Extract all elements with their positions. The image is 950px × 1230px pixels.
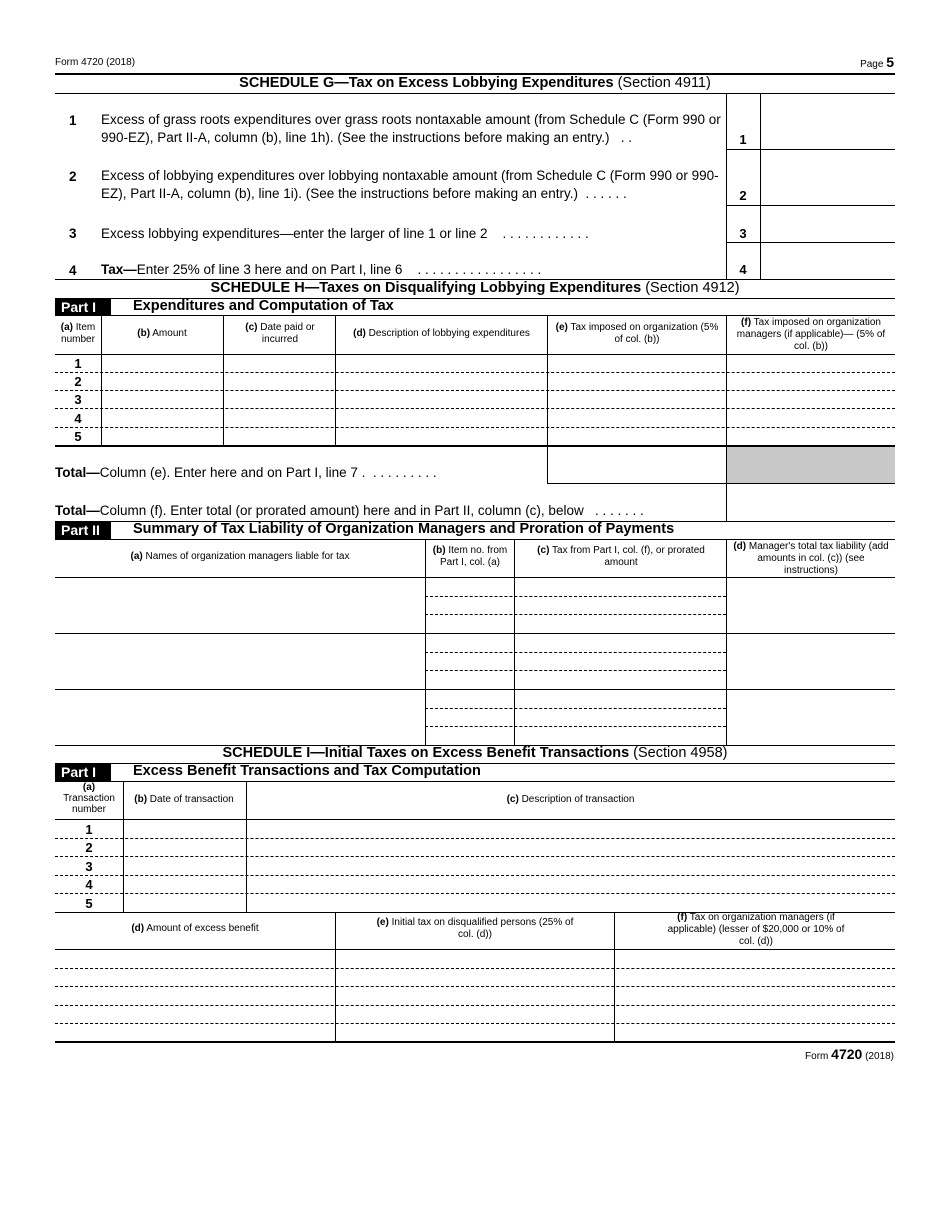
schedule-g-title <box>0 75 950 91</box>
sched-i-col-b-text: Date of transaction <box>147 794 234 805</box>
schedule-g-line-4-number: 4 <box>69 263 77 278</box>
schedule-h-title <box>0 280 950 296</box>
sched-h-total-e-line <box>55 464 437 482</box>
sched-i-col-c-text: Description of transaction <box>518 794 635 805</box>
sched-h-col-d-header <box>336 328 547 340</box>
sched-h-total-e-shaded <box>727 447 895 483</box>
sched-h-col-c-letter: (c) <box>245 322 258 333</box>
schedule-g-line-3-text <box>101 225 721 243</box>
sched-h-total-f-amount[interactable] <box>727 484 895 521</box>
sched-h-row-2-number: 2 <box>74 374 82 389</box>
schedule-g-line-3-dots: . . . . . . . . . . . . <box>502 226 589 241</box>
sched-h-col-a-header <box>55 322 101 346</box>
manager-total-2[interactable] <box>727 634 895 689</box>
footer-form-label: Form <box>805 1051 829 1062</box>
sched-h-p2-col-d-letter: (d) <box>733 541 747 552</box>
sched-i-col-b-letter: (b) <box>134 794 148 805</box>
sched-i-row-2-number: 2 <box>85 840 93 855</box>
schedule-g-line-4-bold: Tax— <box>101 262 137 277</box>
sched-h-row-1-number: 1 <box>74 356 82 371</box>
sched-i-col-e-header <box>370 917 580 941</box>
sched-h-col-b-letter: (b) <box>137 328 151 339</box>
sched-h-col-d-text: Description of lobbying expenditures <box>365 328 530 339</box>
sched-h-p2-col-b-header <box>427 545 513 569</box>
schedule-g-line-2-desc: Excess of lobbying expenditures over lobbying nontaxable amount (from Schedule C (Form 990 or 990-EZ), Part II-A, column (b), line 1i). (See the instructions before making an entry.) <box>101 168 719 201</box>
schedule-g-line-3-amount[interactable] <box>761 206 895 242</box>
schedule-g-line-2-dots: . . . . . . <box>585 186 627 201</box>
schedule-g-title-bold: SCHEDULE G—Tax on Excess Lobbying Expenditures <box>239 75 614 91</box>
sched-h-col-e-text: Tax imposed on organization (5% of col. (b)) <box>567 322 719 345</box>
manager-name-1[interactable] <box>56 578 425 633</box>
sched-h-p2-col-b-letter: (b) <box>432 545 446 556</box>
sched-h-col-f-header <box>730 317 892 353</box>
sched-i-col-f-header <box>664 912 848 948</box>
form-reference: Form 4720 (2018) <box>55 57 136 68</box>
sched-h-row-5-number: 5 <box>74 429 82 444</box>
manager-name-3[interactable] <box>56 690 425 745</box>
schedule-g-line-1-number: 1 <box>69 113 77 128</box>
schedule-g-line-4-amount[interactable] <box>761 243 895 279</box>
sched-i-col-f-letter: (f) <box>677 912 688 923</box>
schedule-g-line-4-box-label: 4 <box>739 262 747 277</box>
schedule-g-line-2-box-label: 2 <box>739 188 747 203</box>
sched-h-total-f-text: Column (f). Enter total (or prorated amount) here and in Part II, column (c), below <box>99 503 584 518</box>
schedule-i-part1-label: Part I <box>55 763 111 781</box>
sched-h-total-e-bold: Total— <box>55 465 100 480</box>
sched-h-col-c-header <box>232 322 328 346</box>
schedule-i-title <box>0 745 950 761</box>
schedule-g-line-4-text <box>101 261 721 279</box>
sched-h-p2-col-b-text: Item no. from Part I, col. (a) <box>439 545 508 568</box>
schedule-g-line-3-desc: Excess lobbying expenditures—enter the larger of line 1 or line 2 <box>101 226 488 241</box>
sched-h-p2-col-a-text: Names of organization managers liable for tax <box>142 551 350 562</box>
manager-total-1[interactable] <box>727 578 895 633</box>
sched-h-total-f-dots: . . . . . . . <box>594 503 644 518</box>
schedule-g-line-2-amount[interactable] <box>761 150 895 205</box>
sched-i-row-1-number: 1 <box>85 822 93 837</box>
sched-i-col-e-text: Initial tax on disqualified persons (25% of col. (d)) <box>388 917 574 940</box>
manager-name-2[interactable] <box>56 634 425 689</box>
sched-h-p2-col-d-header <box>732 541 890 577</box>
sched-h-p2-col-a-letter: (a) <box>130 551 143 562</box>
sched-i-row-4-number: 4 <box>85 877 93 892</box>
schedule-g-line-3-number: 3 <box>69 226 77 241</box>
schedule-g-line-2-text <box>101 167 721 203</box>
schedule-g-line-4-dots: . . . . . . . . . . . . . . . . . <box>417 262 542 277</box>
sched-h-p2-col-d-text: Manager's total tax liability (add amounts in col. (c)) (see instructions) <box>746 541 889 576</box>
page-number-value: 5 <box>886 54 894 70</box>
schedule-g-line-1-box-label: 1 <box>739 132 747 147</box>
sched-i-row-5-number: 5 <box>85 896 93 911</box>
sched-h-p2-col-c-letter: (c) <box>537 545 550 556</box>
sched-h-col-a-text: Item number <box>61 322 96 345</box>
sched-h-col-a-letter: (a) <box>60 322 73 333</box>
sched-h-total-e-text: Column (e). Enter here and on Part I, line 7 . <box>99 465 366 480</box>
schedule-i-title-bold: SCHEDULE I—Initial Taxes on Excess Benefit Transactions <box>222 745 630 761</box>
sched-h-col-c-text: Date paid or incurred <box>257 322 315 345</box>
sched-i-col-c-letter: (c) <box>506 794 519 805</box>
schedule-h-title-bold: SCHEDULE H—Taxes on Disqualifying Lobbying Expenditures <box>210 280 642 296</box>
schedule-g-line-1-dots: . . <box>620 130 632 145</box>
sched-h-total-f-bold: Total— <box>55 503 100 518</box>
sched-i-col-d-text: Amount of excess benefit <box>144 923 259 934</box>
schedule-g-line-3-box-label: 3 <box>739 226 747 241</box>
sched-i-col-a-text: Transaction number <box>63 793 115 815</box>
footer-form-number: 4720 <box>831 1046 863 1062</box>
sched-i-col-b-header <box>123 794 245 806</box>
page-number <box>860 54 894 70</box>
sched-i-col-a-letter: (a) <box>82 782 96 793</box>
sched-h-col-e-letter: (e) <box>555 322 568 333</box>
schedule-h-title-section: (Section 4912) <box>641 280 740 296</box>
sched-h-col-e-header <box>552 322 722 346</box>
sched-h-p2-col-a-header <box>55 551 425 563</box>
page-label: Page <box>860 59 884 70</box>
schedule-i-title-section: (Section 4958) <box>629 745 728 761</box>
schedule-g-line-4-desc: Enter 25% of line 3 here and on Part I, line 6 <box>136 262 403 277</box>
sched-h-p2-col-c-header <box>535 545 707 569</box>
sched-i-col-d-header <box>55 923 335 935</box>
sched-h-total-f-line <box>55 502 644 520</box>
sched-h-row-3-number: 3 <box>74 392 82 407</box>
sched-i-col-f-text: Tax on organization managers (if applicable) (lesser of $20,000 or 10% of col. (d)) <box>667 912 845 947</box>
sched-h-row-4-number: 4 <box>74 411 82 426</box>
sched-h-total-e-amount[interactable] <box>548 447 726 483</box>
schedule-g-line-1-amount[interactable] <box>761 94 895 149</box>
schedule-g-line-1-text <box>101 111 721 147</box>
manager-total-3[interactable] <box>727 690 895 745</box>
schedule-h-part2-title: Summary of Tax Liability of Organization Managers and Proration of Payments <box>133 521 675 537</box>
schedule-g-title-section: (Section 4911) <box>613 75 711 91</box>
schedule-h-part2-label: Part II <box>55 521 111 539</box>
sched-h-col-d-letter: (d) <box>353 328 366 339</box>
sched-h-col-b-text: Amount <box>150 328 187 339</box>
sched-i-col-c-header <box>246 794 895 806</box>
sched-h-p2-col-c-text: Tax from Part I, col. (f), or prorated amount <box>549 545 705 568</box>
sched-h-col-b-header <box>101 328 223 340</box>
schedule-g-line-2-number: 2 <box>69 169 77 184</box>
sched-h-col-f-letter: (f) <box>741 317 752 328</box>
schedule-g-line-1-desc: Excess of grass roots expenditures over grass roots nontaxable amount (from Schedule C (Form 990 or 990-EZ), Part II-A, column (b), line 1h). (See the instructions before making an entry.) <box>101 112 721 145</box>
schedule-h-part1-label: Part I <box>55 298 111 316</box>
footer-year: (2018) <box>865 1051 894 1062</box>
schedule-i-part1-title: Excess Benefit Transactions and Tax Computation <box>133 763 481 779</box>
schedule-h-part1-title: Expenditures and Computation of Tax <box>133 298 394 314</box>
sched-i-col-d-letter: (d) <box>131 923 145 934</box>
sched-h-total-e-dots: . . . . . . . . . <box>372 465 437 480</box>
sched-h-col-f-text: Tax imposed on organization managers (if applicable)— (5% of col. (b)) <box>736 317 886 352</box>
footer-form-id <box>805 1046 894 1062</box>
sched-i-col-a-header <box>55 782 123 815</box>
sched-i-row-3-number: 3 <box>85 859 93 874</box>
sched-i-col-e-letter: (e) <box>376 917 389 928</box>
